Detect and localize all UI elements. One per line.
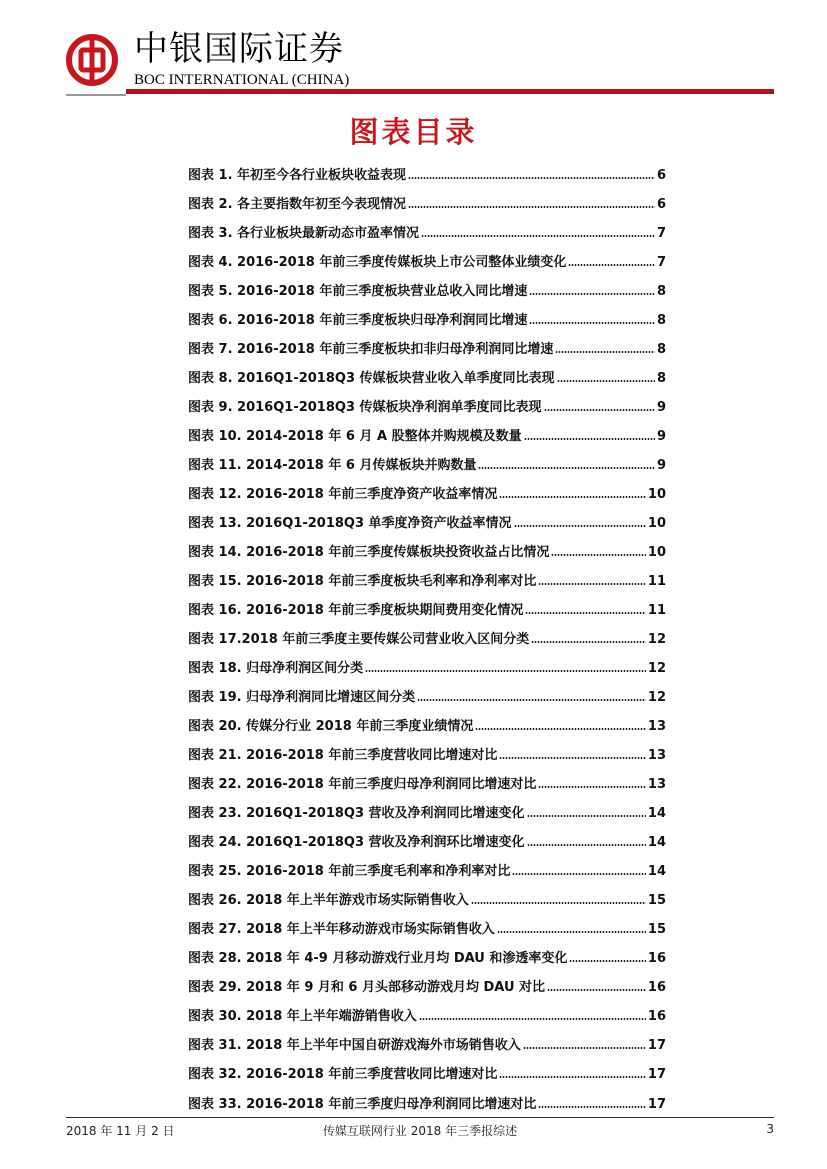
toc-entry-label: 图表 32. 2016-2018 年前三季度营收同比增速对比 (188, 1067, 498, 1083)
toc-entry-label: 图表 8. 2016Q1-2018Q3 传媒板块营业收入单季度同比表现 (188, 371, 555, 387)
toc-entry-page: 16 (647, 1009, 666, 1025)
page-footer (66, 1122, 774, 1140)
toc-entry-label: 图表 14. 2016-2018 年前三季度传媒板块投资收益占比情况 (188, 545, 550, 561)
toc-dot-leader (525, 612, 646, 614)
toc-dot-leader (408, 206, 655, 208)
boc-coin-logo-icon (66, 34, 118, 86)
footer-date: 2018 年 11 月 2 日 (66, 1124, 175, 1138)
toc-entry-label: 图表 33. 2016-2018 年前三季度归母净利润同比增速对比 (188, 1096, 537, 1112)
toc-entry[interactable] (188, 831, 666, 860)
toc-entry[interactable] (188, 512, 666, 541)
toc-entry[interactable] (188, 338, 666, 367)
toc-entry-label: 图表 10. 2014-2018 年 6 月 A 股整体并购规模及数量 (188, 429, 522, 445)
toc-entry-page: 9 (656, 458, 666, 474)
toc-entry-label: 图表 1. 年初至今各行业板块收益表现 (188, 168, 407, 183)
toc-entry-page: 12 (647, 661, 666, 677)
toc-dot-leader (538, 583, 646, 585)
toc-entry[interactable] (188, 860, 666, 889)
toc-entry-label: 图表 6. 2016-2018 年前三季度板块归母净利润同比增速 (188, 313, 528, 329)
toc-entry-page: 10 (647, 545, 666, 561)
toc-entry-page: 8 (656, 371, 666, 387)
toc-entry[interactable] (188, 367, 666, 396)
toc-entry-page: 14 (647, 806, 666, 822)
toc-entry[interactable] (188, 773, 666, 802)
toc-entry[interactable] (188, 251, 666, 280)
toc-entry-label: 图表 16. 2016-2018 年前三季度板块期间费用变化情况 (188, 603, 524, 619)
toc-entry[interactable] (188, 976, 666, 1005)
toc-entry[interactable] (188, 309, 666, 338)
toc-dot-leader (365, 670, 646, 672)
toc-entry-page: 17 (647, 1096, 666, 1112)
brand-name-cn: 中银国际证券 (134, 29, 344, 69)
toc-entry-label: 图表 28. 2018 年 4-9 月移动游戏行业月均 DAU 和渗透率变化 (188, 951, 568, 967)
toc-entry-label: 图表 26. 2018 年上半年游戏市场实际销售收入 (188, 893, 469, 909)
toc-entry-page: 12 (647, 690, 666, 706)
toc-dot-leader (475, 728, 646, 730)
toc-dot-leader (408, 177, 655, 179)
toc-entry-label: 图表 27. 2018 年上半年移动游戏市场实际销售收入 (188, 922, 495, 938)
toc-entry[interactable] (188, 947, 666, 976)
toc-entry-page: 8 (656, 284, 666, 300)
toc-entry[interactable] (188, 454, 666, 483)
toc-dot-leader (527, 815, 646, 817)
toc-entry[interactable] (188, 1005, 666, 1034)
toc-dot-leader (471, 902, 646, 904)
toc-dot-leader (512, 873, 646, 875)
brand-name-en: BOC INTERNATIONAL (CHINA) (134, 72, 350, 88)
toc-entry-page: 6 (656, 197, 666, 213)
toc-entry-page: 15 (647, 922, 666, 938)
toc-entry[interactable] (188, 715, 666, 744)
toc-entry-label: 图表 17.2018 年前三季度主要传媒公司营业收入区间分类 (188, 632, 530, 648)
toc-entry-label: 图表 7. 2016-2018 年前三季度板块扣非归母净利润同比增速 (188, 342, 554, 358)
toc-entry-page: 9 (656, 400, 666, 416)
toc-entry-page: 16 (647, 951, 666, 967)
toc-entry-page: 8 (656, 313, 666, 329)
toc-dot-leader (421, 235, 655, 237)
toc-entry[interactable] (188, 396, 666, 425)
toc-entry-page: 14 (647, 835, 666, 851)
toc-entry-page: 14 (647, 864, 666, 880)
toc-dot-leader (551, 554, 646, 556)
footer-rule (66, 1117, 774, 1118)
toc-entry-label: 图表 11. 2014-2018 年 6 月传媒板块并购数量 (188, 458, 477, 474)
footer-page-number: 3 (766, 1122, 774, 1136)
toc-entry[interactable] (188, 1063, 666, 1092)
toc-dot-leader (523, 1047, 646, 1049)
toc-dot-leader (417, 699, 646, 701)
toc-entry-label: 图表 20. 传媒分行业 2018 年前三季度业绩情况 (188, 719, 474, 735)
toc-entry-label: 图表 21. 2016-2018 年前三季度营收同比增速对比 (188, 748, 498, 764)
toc-entry-page: 7 (656, 226, 666, 242)
toc-dot-leader (497, 931, 646, 933)
toc-entry-label: 图表 19. 归母净利润同比增速区间分类 (188, 690, 416, 706)
toc-dot-leader (527, 844, 646, 846)
toc-entry[interactable] (188, 599, 666, 628)
toc-entry-page: 7 (656, 255, 666, 271)
header-gray-rule (66, 94, 126, 96)
toc-entry[interactable] (188, 889, 666, 918)
toc-dot-leader (499, 1076, 646, 1078)
toc-entry-label: 图表 22. 2016-2018 年前三季度归母净利润同比增速对比 (188, 777, 537, 793)
toc-entry[interactable] (188, 222, 666, 251)
toc-entry[interactable] (188, 425, 666, 454)
toc-dot-leader (529, 322, 655, 324)
toc-dot-leader (514, 525, 646, 527)
toc-entry-label: 图表 30. 2018 年上半年端游销售收入 (188, 1009, 417, 1025)
toc-entry-page: 9 (656, 429, 666, 445)
toc-entry-label: 图表 31. 2018 年上半年中国自研游戏海外市场销售收入 (188, 1038, 521, 1054)
toc-entry[interactable] (188, 570, 666, 599)
toc-entry-label: 图表 24. 2016Q1-2018Q3 营收及净利润环比增速变化 (188, 835, 525, 851)
toc-dot-leader (538, 1106, 646, 1108)
toc-entry-page: 11 (647, 574, 666, 590)
toc-entry-page: 17 (647, 1038, 666, 1054)
toc-dot-leader (531, 641, 646, 643)
toc-dot-leader (568, 264, 655, 266)
toc-entry-page: 11 (647, 603, 666, 619)
toc-entry[interactable] (188, 483, 666, 512)
toc-entry[interactable] (188, 541, 666, 570)
toc-title: 图表目录 (349, 115, 478, 149)
toc-entry[interactable] (188, 1034, 666, 1063)
toc-entry-page: 15 (647, 893, 666, 909)
toc-entry[interactable] (188, 686, 666, 715)
toc-entry[interactable] (188, 280, 666, 309)
toc-entry-label: 图表 18. 归母净利润区间分类 (188, 661, 364, 677)
footer-report-title: 传媒互联网行业 2018 年三季报综述 (322, 1124, 518, 1138)
toc-entry-page: 10 (647, 516, 666, 532)
toc-entry[interactable] (188, 744, 666, 773)
toc-entry-label: 图表 25. 2016-2018 年前三季度毛利率和净利率对比 (188, 864, 511, 880)
toc-entry[interactable] (188, 628, 666, 657)
toc-entry-label: 图表 9. 2016Q1-2018Q3 传媒板块净利润单季度同比表现 (188, 400, 542, 416)
toc-entry[interactable] (188, 164, 666, 193)
toc-entry-label: 图表 13. 2016Q1-2018Q3 单季度净资产收益率情况 (188, 516, 512, 532)
toc-dot-leader (569, 960, 646, 962)
toc-entry-page: 6 (656, 168, 666, 183)
toc-entry-page: 8 (656, 342, 666, 358)
toc-dot-leader (529, 293, 655, 295)
toc-entry[interactable] (188, 802, 666, 831)
toc-list (188, 164, 666, 1122)
toc-entry[interactable] (188, 918, 666, 947)
toc-dot-leader (557, 380, 655, 382)
toc-dot-leader (547, 989, 646, 991)
toc-entry[interactable] (188, 657, 666, 686)
toc-dot-leader (544, 409, 655, 411)
toc-entry-label: 图表 15. 2016-2018 年前三季度板块毛利率和净利率对比 (188, 574, 537, 590)
toc-dot-leader (524, 438, 655, 440)
toc-entry-page: 10 (647, 487, 666, 503)
toc-entry-label: 图表 3. 各行业板块最新动态市盈率情况 (188, 226, 420, 242)
toc-dot-leader (555, 351, 655, 353)
toc-entry-page: 16 (647, 980, 666, 996)
header-red-rule (126, 89, 774, 94)
toc-entry-label: 图表 23. 2016Q1-2018Q3 营收及净利润同比增速变化 (188, 806, 525, 822)
toc-entry-label: 图表 5. 2016-2018 年前三季度板块营业总收入同比增速 (188, 284, 528, 300)
toc-entry-label: 图表 4. 2016-2018 年前三季度传媒板块上市公司整体业绩变化 (188, 255, 567, 271)
toc-entry-page: 17 (647, 1067, 666, 1083)
toc-entry-label: 图表 2. 各主要指数年初至今表现情况 (188, 197, 407, 213)
toc-dot-leader (499, 757, 646, 759)
toc-entry-page: 13 (647, 777, 666, 793)
toc-entry-page: 12 (647, 632, 666, 648)
toc-entry-page: 13 (647, 719, 666, 735)
toc-dot-leader (419, 1018, 646, 1020)
toc-entry-label: 图表 29. 2018 年 9 月和 6 月头部移动游戏月均 DAU 对比 (188, 980, 546, 996)
toc-dot-leader (478, 467, 654, 469)
toc-dot-leader (499, 496, 646, 498)
page-header (0, 0, 827, 100)
toc-entry-page: 13 (647, 748, 666, 764)
toc-entry-label: 图表 12. 2016-2018 年前三季度净资产收益率情况 (188, 487, 498, 503)
toc-dot-leader (538, 786, 646, 788)
toc-entry[interactable] (188, 193, 666, 222)
